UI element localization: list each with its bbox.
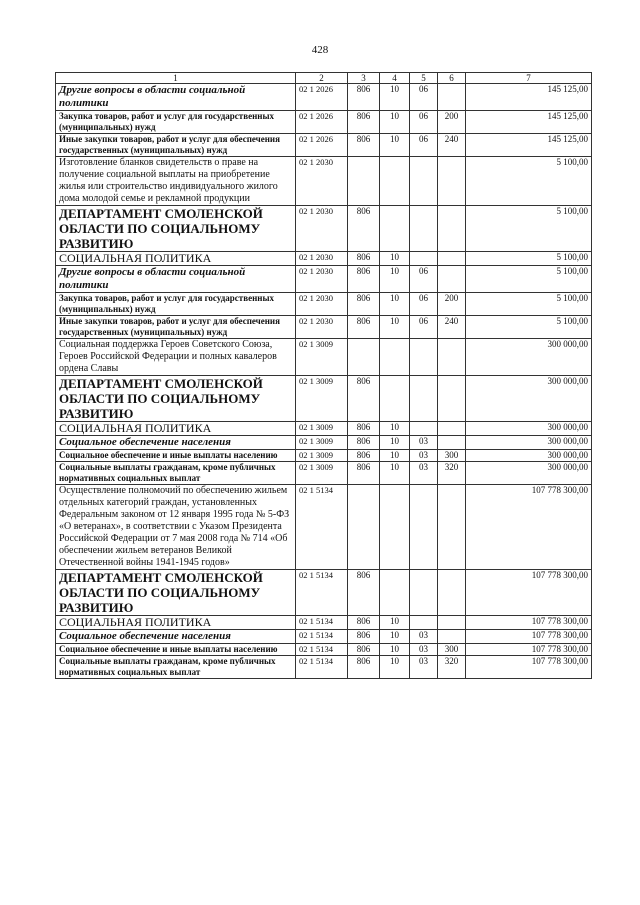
column-header: 3 <box>348 73 380 84</box>
amount-cell: 5 100,00 <box>466 316 592 339</box>
subsection-code-cell: 03 <box>410 436 438 450</box>
subsection-code-cell: 03 <box>410 450 438 462</box>
section-code-cell: 10 <box>380 630 410 644</box>
column-header: 7 <box>466 73 592 84</box>
row-name-cell <box>56 316 296 339</box>
target-code-cell: 02 1 2026 <box>296 134 348 157</box>
row-name-cell <box>56 485 296 570</box>
table-row <box>56 293 592 316</box>
table-row <box>56 339 592 376</box>
expense-type-code-cell <box>438 206 466 252</box>
ministry-code-cell: 806 <box>348 111 380 134</box>
ministry-code-cell: 806 <box>348 266 380 293</box>
table-row <box>56 376 592 422</box>
target-code-cell: 02 1 2030 <box>296 293 348 316</box>
expense-type-code-cell <box>438 376 466 422</box>
row-name-text: Осуществление полномочий по обеспечению жильем отдельных категорий граждан, установленных Федеральным законом от 12 января 1995 года № 5-ФЗ «О ветеранах», в соответствии с Указом Президента Российской Федерации от 7 мая 2008 года № 714 «Об обеспечении жильем ветеранов Великой Отечественной войны 1941-1945 годов» <box>59 485 290 568</box>
row-name-text: Социальные выплаты гражданам, кроме публичных нормативных социальных выплат <box>59 656 276 677</box>
amount-cell: 5 100,00 <box>466 293 592 316</box>
row-name-text: Другие вопросы в области социальной политики <box>59 266 246 291</box>
target-code-cell: 02 1 2026 <box>296 111 348 134</box>
subsection-code-cell: 06 <box>410 266 438 293</box>
section-code-cell: 10 <box>380 450 410 462</box>
row-name-text: Социальная поддержка Героев Советского Союза, Героев Российской Федерации и полных кавалеров ордена Славы <box>59 339 277 374</box>
amount-cell: 300 000,00 <box>466 462 592 485</box>
row-name-cell <box>56 293 296 316</box>
subsection-code-cell: 06 <box>410 84 438 111</box>
amount-cell: 107 778 300,00 <box>466 570 592 616</box>
amount-cell: 5 100,00 <box>466 206 592 252</box>
subsection-code-cell: 03 <box>410 630 438 644</box>
table-row <box>56 616 592 630</box>
table-row <box>56 656 592 679</box>
expense-type-code-cell: 240 <box>438 134 466 157</box>
row-name-cell <box>56 266 296 293</box>
expense-type-code-cell: 300 <box>438 450 466 462</box>
amount-cell: 300 000,00 <box>466 450 592 462</box>
column-header: 1 <box>56 73 296 84</box>
ministry-code-cell: 806 <box>348 644 380 656</box>
target-code-cell: 02 1 2030 <box>296 157 348 206</box>
subsection-code-cell <box>410 252 438 266</box>
ministry-code-cell: 806 <box>348 206 380 252</box>
subsection-code-cell <box>410 485 438 570</box>
row-name-cell <box>56 436 296 450</box>
amount-cell: 145 125,00 <box>466 111 592 134</box>
ministry-code-cell: 806 <box>348 462 380 485</box>
subsection-code-cell: 06 <box>410 134 438 157</box>
row-name-cell <box>56 206 296 252</box>
row-name-text: Социальное обеспечение населения <box>59 630 231 642</box>
row-name-cell <box>56 84 296 111</box>
target-code-cell: 02 1 5134 <box>296 485 348 570</box>
amount-cell: 145 125,00 <box>466 134 592 157</box>
row-name-cell <box>56 111 296 134</box>
table-row <box>56 111 592 134</box>
section-code-cell: 10 <box>380 462 410 485</box>
table-row <box>56 252 592 266</box>
expense-type-code-cell <box>438 84 466 111</box>
amount-cell: 300 000,00 <box>466 376 592 422</box>
row-name-text: Иные закупки товаров, работ и услуг для обеспечения государственных (муниципальных) нужд <box>59 316 280 337</box>
section-code-cell: 10 <box>380 84 410 111</box>
column-header: 6 <box>438 73 466 84</box>
subsection-code-cell <box>410 376 438 422</box>
target-code-cell: 02 1 2030 <box>296 316 348 339</box>
row-name-text: Другие вопросы в области социальной политики <box>59 84 246 109</box>
section-code-cell <box>380 157 410 206</box>
table-row <box>56 422 592 436</box>
ministry-code-cell: 806 <box>348 376 380 422</box>
row-name-cell <box>56 570 296 616</box>
row-name-text: СОЦИАЛЬНАЯ ПОЛИТИКА <box>59 615 212 629</box>
subsection-code-cell <box>410 206 438 252</box>
expense-type-code-cell <box>438 616 466 630</box>
row-name-text: ДЕПАРТАМЕНТ СМОЛЕНСКОЙ ОБЛАСТИ ПО СОЦИАЛЬНОМУ РАЗВИТИЮ <box>59 376 263 421</box>
row-name-cell <box>56 450 296 462</box>
table-row <box>56 570 592 616</box>
expense-type-code-cell: 240 <box>438 316 466 339</box>
target-code-cell: 02 1 2030 <box>296 266 348 293</box>
row-name-cell <box>56 422 296 436</box>
ministry-code-cell: 806 <box>348 134 380 157</box>
amount-cell: 107 778 300,00 <box>466 630 592 644</box>
amount-cell: 107 778 300,00 <box>466 485 592 570</box>
table-row <box>56 485 592 570</box>
row-name-text: Закупка товаров, работ и услуг для государственных (муниципальных) нужд <box>59 293 274 314</box>
ministry-code-cell: 806 <box>348 570 380 616</box>
amount-cell: 5 100,00 <box>466 252 592 266</box>
row-name-cell <box>56 644 296 656</box>
column-header: 5 <box>410 73 438 84</box>
table-row <box>56 157 592 206</box>
expense-type-code-cell <box>438 422 466 436</box>
subsection-code-cell: 03 <box>410 462 438 485</box>
expense-type-code-cell <box>438 339 466 376</box>
target-code-cell: 02 1 2030 <box>296 252 348 266</box>
section-code-cell: 10 <box>380 293 410 316</box>
row-name-text: Иные закупки товаров, работ и услуг для обеспечения государственных (муниципальных) нужд <box>59 134 280 155</box>
target-code-cell: 02 1 3009 <box>296 376 348 422</box>
ministry-code-cell: 806 <box>348 630 380 644</box>
section-code-cell <box>380 570 410 616</box>
ministry-code-cell: 806 <box>348 252 380 266</box>
row-name-cell <box>56 462 296 485</box>
row-name-text: ДЕПАРТАМЕНТ СМОЛЕНСКОЙ ОБЛАСТИ ПО СОЦИАЛЬНОМУ РАЗВИТИЮ <box>59 570 263 615</box>
amount-cell: 107 778 300,00 <box>466 656 592 679</box>
page-number: 428 <box>311 44 329 56</box>
row-name-cell <box>56 252 296 266</box>
row-name-text: ДЕПАРТАМЕНТ СМОЛЕНСКОЙ ОБЛАСТИ ПО СОЦИАЛЬНОМУ РАЗВИТИЮ <box>59 206 263 251</box>
target-code-cell: 02 1 5134 <box>296 570 348 616</box>
expense-type-code-cell <box>438 485 466 570</box>
target-code-cell: 02 1 5134 <box>296 616 348 630</box>
section-code-cell: 10 <box>380 422 410 436</box>
row-name-cell <box>56 656 296 679</box>
expense-type-code-cell <box>438 157 466 206</box>
table-row <box>56 644 592 656</box>
subsection-code-cell <box>410 570 438 616</box>
ministry-code-cell: 806 <box>348 293 380 316</box>
ministry-code-cell: 806 <box>348 84 380 111</box>
amount-cell: 145 125,00 <box>466 84 592 111</box>
subsection-code-cell: 06 <box>410 293 438 316</box>
budget-table <box>55 72 592 679</box>
row-name-text: Социальное обеспечение и иные выплаты населению <box>59 644 278 654</box>
expense-type-code-cell: 300 <box>438 644 466 656</box>
row-name-cell <box>56 157 296 206</box>
section-code-cell <box>380 339 410 376</box>
subsection-code-cell <box>410 157 438 206</box>
expense-type-code-cell <box>438 252 466 266</box>
target-code-cell: 02 1 5134 <box>296 656 348 679</box>
ministry-code-cell <box>348 339 380 376</box>
expense-type-code-cell: 320 <box>438 462 466 485</box>
row-name-text: Социальные выплаты гражданам, кроме публичных нормативных социальных выплат <box>59 462 276 483</box>
section-code-cell <box>380 206 410 252</box>
row-name-text: Закупка товаров, работ и услуг для государственных (муниципальных) нужд <box>59 111 274 132</box>
table-row <box>56 316 592 339</box>
amount-cell: 107 778 300,00 <box>466 644 592 656</box>
section-code-cell: 10 <box>380 616 410 630</box>
subsection-code-cell <box>410 339 438 376</box>
table-row <box>56 462 592 485</box>
row-name-cell <box>56 134 296 157</box>
target-code-cell: 02 1 3009 <box>296 462 348 485</box>
section-code-cell: 10 <box>380 266 410 293</box>
section-code-cell: 10 <box>380 316 410 339</box>
ministry-code-cell: 806 <box>348 656 380 679</box>
target-code-cell: 02 1 3009 <box>296 436 348 450</box>
amount-cell: 300 000,00 <box>466 422 592 436</box>
target-code-cell: 02 1 5134 <box>296 630 348 644</box>
expense-type-code-cell: 200 <box>438 111 466 134</box>
section-code-cell: 10 <box>380 644 410 656</box>
ministry-code-cell: 806 <box>348 450 380 462</box>
ministry-code-cell: 806 <box>348 316 380 339</box>
ministry-code-cell: 806 <box>348 422 380 436</box>
expense-type-code-cell: 200 <box>438 293 466 316</box>
table-row <box>56 630 592 644</box>
target-code-cell: 02 1 2030 <box>296 206 348 252</box>
ministry-code-cell: 806 <box>348 436 380 450</box>
expense-type-code-cell: 320 <box>438 656 466 679</box>
row-name-cell <box>56 376 296 422</box>
subsection-code-cell <box>410 616 438 630</box>
section-code-cell <box>380 376 410 422</box>
amount-cell: 107 778 300,00 <box>466 616 592 630</box>
table-row <box>56 436 592 450</box>
target-code-cell: 02 1 3009 <box>296 450 348 462</box>
section-code-cell: 10 <box>380 436 410 450</box>
row-name-text: Социальное обеспечение населения <box>59 436 231 448</box>
table-row <box>56 134 592 157</box>
row-name-cell <box>56 616 296 630</box>
row-name-text: СОЦИАЛЬНАЯ ПОЛИТИКА <box>59 251 212 265</box>
section-code-cell: 10 <box>380 656 410 679</box>
row-name-text: СОЦИАЛЬНАЯ ПОЛИТИКА <box>59 421 212 435</box>
expense-type-code-cell <box>438 436 466 450</box>
section-code-cell: 10 <box>380 111 410 134</box>
column-number-row <box>56 73 592 84</box>
ministry-code-cell <box>348 485 380 570</box>
expense-type-code-cell <box>438 570 466 616</box>
subsection-code-cell: 03 <box>410 656 438 679</box>
subsection-code-cell: 03 <box>410 644 438 656</box>
subsection-code-cell: 06 <box>410 111 438 134</box>
subsection-code-cell: 06 <box>410 316 438 339</box>
ministry-code-cell: 806 <box>348 616 380 630</box>
target-code-cell: 02 1 3009 <box>296 422 348 436</box>
column-header: 4 <box>380 73 410 84</box>
target-code-cell: 02 1 2026 <box>296 84 348 111</box>
subsection-code-cell <box>410 422 438 436</box>
row-name-text: Изготовление бланков свидетельств о праве на получение социальной выплаты на приобретение жилья или строительство индивидуального жилого дома молодой семье и рекламной продукции <box>59 157 278 204</box>
target-code-cell: 02 1 3009 <box>296 339 348 376</box>
column-header: 2 <box>296 73 348 84</box>
ministry-code-cell <box>348 157 380 206</box>
expense-type-code-cell <box>438 266 466 293</box>
row-name-text: Социальное обеспечение и иные выплаты населению <box>59 450 278 460</box>
table-row <box>56 206 592 252</box>
target-code-cell: 02 1 5134 <box>296 644 348 656</box>
amount-cell: 300 000,00 <box>466 436 592 450</box>
section-code-cell <box>380 485 410 570</box>
row-name-cell <box>56 630 296 644</box>
table-row <box>56 84 592 111</box>
table-row <box>56 450 592 462</box>
table-row <box>56 266 592 293</box>
amount-cell: 5 100,00 <box>466 157 592 206</box>
amount-cell: 5 100,00 <box>466 266 592 293</box>
expense-type-code-cell <box>438 630 466 644</box>
row-name-cell <box>56 339 296 376</box>
section-code-cell: 10 <box>380 134 410 157</box>
section-code-cell: 10 <box>380 252 410 266</box>
amount-cell: 300 000,00 <box>466 339 592 376</box>
